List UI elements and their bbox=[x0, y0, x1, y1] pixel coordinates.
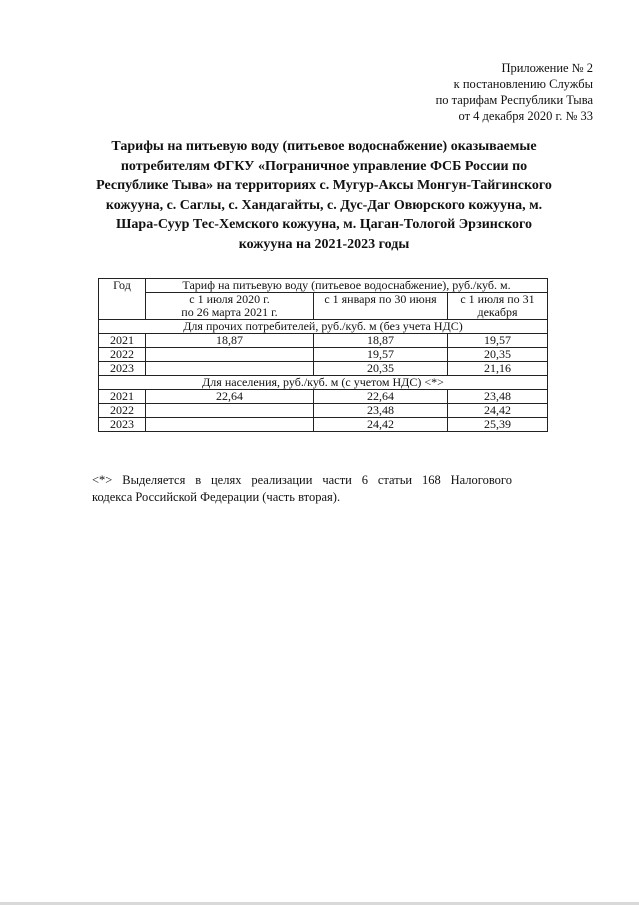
period-text: с 1 января по 30 июня bbox=[324, 292, 437, 306]
footnote bbox=[92, 472, 512, 506]
year-cell: 2022 bbox=[99, 348, 146, 362]
title-line: кожууна, с. Саглы, с. Хандагайты, с. Дус-Даг Овюрского кожууна, м. bbox=[105, 197, 543, 213]
value-cell bbox=[146, 404, 314, 418]
value-cell: 24,42 bbox=[448, 404, 548, 418]
table-row bbox=[99, 404, 548, 418]
footnote-word: реализации bbox=[251, 473, 313, 487]
value-cell: 19,57 bbox=[314, 348, 448, 362]
footnote-word: целях bbox=[210, 473, 242, 487]
table-period-row bbox=[99, 293, 548, 320]
title-line: Республике Тыва» на территориях с. Мугур-Аксы Монгун-Тайгинского bbox=[96, 178, 552, 193]
tariff-table bbox=[98, 278, 548, 432]
table-header-row bbox=[99, 279, 548, 293]
year-cell: 2021 bbox=[99, 390, 146, 404]
footnote-word: части bbox=[322, 473, 352, 487]
appendix-reference bbox=[436, 60, 593, 124]
section-title: Для населения, руб./куб. м (с учетом НДС) <*> bbox=[99, 376, 548, 390]
year-cell: 2021 bbox=[99, 334, 146, 348]
year-cell: 2023 bbox=[99, 418, 146, 432]
table-row bbox=[99, 348, 548, 362]
value-cell: 23,48 bbox=[314, 404, 448, 418]
footnote-word: в bbox=[195, 473, 202, 487]
section-title: Для прочих потребителей, руб./куб. м (без учета НДС) bbox=[99, 320, 548, 334]
title-line: Шара-Суур Тес-Хемского кожууна, м. Цаган-Тологой Эрзинского bbox=[116, 217, 532, 232]
title-line: Тарифы на питьевую воду (питьевое водоснабжение) оказываемые bbox=[111, 139, 537, 154]
footnote-word: Выделяется bbox=[122, 473, 186, 487]
appendix-decree: к постановлению Службы bbox=[453, 77, 593, 91]
period-text: с 1 июля по 31 bbox=[460, 292, 535, 306]
value-cell: 22,64 bbox=[146, 390, 314, 404]
value-cell: 18,87 bbox=[314, 334, 448, 348]
title-line: кожууна на 2021-2023 годы bbox=[238, 236, 410, 252]
section-row bbox=[99, 320, 548, 334]
table-row bbox=[99, 390, 548, 404]
footnote-line bbox=[92, 472, 512, 489]
value-cell bbox=[146, 418, 314, 432]
value-cell: 23,48 bbox=[448, 390, 548, 404]
table-row bbox=[99, 418, 548, 432]
footnote-word: <*> bbox=[92, 473, 113, 487]
value-cell: 20,35 bbox=[448, 348, 548, 362]
footnote-word: 6 bbox=[361, 473, 368, 487]
document-title bbox=[92, 137, 556, 254]
value-cell: 25,39 bbox=[448, 418, 548, 432]
value-cell bbox=[146, 362, 314, 376]
value-cell: 19,57 bbox=[448, 334, 548, 348]
footnote-line: кодекса Российской Федерации (часть вторая). bbox=[92, 490, 341, 504]
table-row bbox=[99, 362, 548, 376]
period-header bbox=[448, 293, 548, 320]
year-cell: 2023 bbox=[99, 362, 146, 376]
title-line: потребителям ФГКУ «Пограничное управление ФСБ России по bbox=[120, 158, 528, 174]
footnote-word: статьи bbox=[377, 473, 413, 487]
period-header bbox=[314, 293, 448, 320]
value-cell bbox=[146, 348, 314, 362]
appendix-number: Приложение № 2 bbox=[501, 61, 593, 75]
header-tariff: Тариф на питьевую воду (питьевое водоснабжение), руб./куб. м. bbox=[146, 279, 548, 293]
period-text: по 26 марта 2021 г. bbox=[181, 305, 278, 319]
value-cell: 18,87 bbox=[146, 334, 314, 348]
value-cell: 24,42 bbox=[314, 418, 448, 432]
footnote-word: 168 bbox=[421, 473, 441, 487]
value-cell: 20,35 bbox=[314, 362, 448, 376]
year-cell: 2022 bbox=[99, 404, 146, 418]
period-text: с 1 июля 2020 г. bbox=[189, 292, 270, 306]
footnote-word: Налогового bbox=[450, 473, 512, 487]
value-cell: 22,64 bbox=[314, 390, 448, 404]
table-row bbox=[99, 334, 548, 348]
period-text: декабря bbox=[477, 305, 518, 319]
period-header bbox=[146, 293, 314, 320]
value-cell: 21,16 bbox=[448, 362, 548, 376]
appendix-authority: по тарифам Республики Тыва bbox=[435, 93, 593, 107]
header-year: Год bbox=[99, 279, 146, 320]
section-row bbox=[99, 376, 548, 390]
appendix-date: от 4 декабря 2020 г. № 33 bbox=[458, 109, 593, 123]
